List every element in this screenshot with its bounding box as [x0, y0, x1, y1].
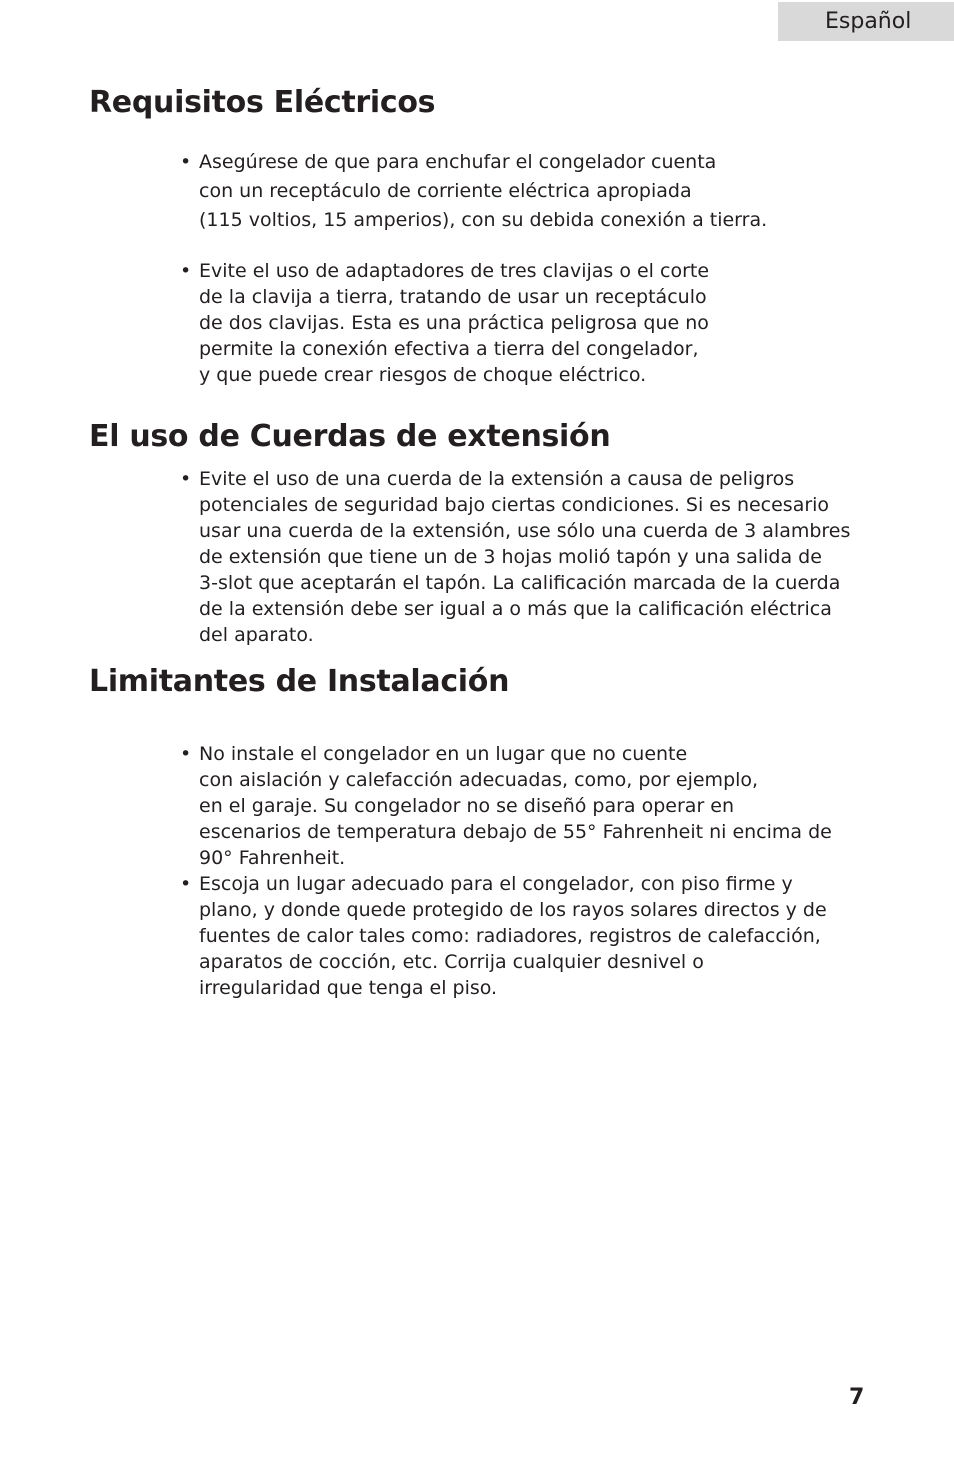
text-line: (115 voltios, 15 amperios), con su debida conexión a tierra.: [199, 209, 768, 231]
text-line: plano, y donde quede protegido de los rayos solares directos y de: [199, 899, 827, 921]
text-line: y que puede crear riesgos de choque eléctrico.: [199, 364, 647, 386]
text-line: de la clavija a tierra, tratando de usar un receptáculo: [199, 286, 707, 308]
text-line: aparatos de cocción, etc. Corrija cualquier desnivel o: [199, 951, 704, 973]
text-line: potenciales de seguridad bajo ciertas condiciones. Si es necesario: [199, 494, 830, 516]
text-line: del aparato.: [199, 624, 314, 646]
text-line: Asegúrese de que para enchufar el congelador cuenta: [199, 151, 717, 173]
text-line: permite la conexión efectiva a tierra del congelador,: [199, 338, 699, 360]
text-line: con un receptáculo de corriente eléctrica apropiada: [199, 180, 692, 202]
bullet-icon: •: [180, 151, 192, 173]
text-line: fuentes de calor tales como: radiadores, registros de calefacción,: [199, 925, 821, 947]
text-line: escenarios de temperatura debajo de 55° Fahrenheit ni encima de: [199, 821, 832, 843]
bullet-icon: •: [180, 260, 192, 282]
section-title-extension-cords: El uso de Cuerdas de extensión: [89, 419, 611, 454]
bullet-icon: •: [180, 468, 192, 490]
text-line: de dos clavijas. Esta es una práctica peligrosa que no: [199, 312, 709, 334]
text-line: irregularidad que tenga el piso.: [199, 977, 498, 999]
bullet-icon: •: [180, 743, 192, 765]
text-line: No instale el congelador en un lugar que no cuente: [199, 743, 688, 765]
language-tab: Español: [778, 2, 954, 41]
text-line: Evite el uso de una cuerda de la extensión a causa de peligros: [199, 468, 795, 490]
text-line: 90° Fahrenheit.: [199, 847, 346, 869]
text-line: con aislación y calefacción adecuadas, como, por ejemplo,: [199, 769, 759, 791]
text-line: usar una cuerda de la extensión, use sólo una cuerda de 3 alambres: [199, 520, 851, 542]
text-line: de la extensión debe ser igual a o más que la calificación eléctrica: [199, 598, 832, 620]
page-number: 7: [849, 1385, 865, 1410]
text-line: en el garaje. Su congelador no se diseñó para operar en: [199, 795, 735, 817]
text-line: de extensión que tiene un de 3 hojas molió tapón y una salida de: [199, 546, 822, 568]
section-title-installation-limitations: Limitantes de Instalación: [89, 664, 510, 699]
text-line: Evite el uso de adaptadores de tres clavijas o el corte: [199, 260, 710, 282]
text-line: Escoja un lugar adecuado para el congelador, con piso firme y: [199, 873, 793, 895]
text-line: 3-slot que aceptarán el tapón. La calificación marcada de la cuerda: [199, 572, 841, 594]
bullet-icon: •: [180, 873, 192, 895]
section-title-electrical-requirements: Requisitos Eléctricos: [89, 85, 436, 120]
